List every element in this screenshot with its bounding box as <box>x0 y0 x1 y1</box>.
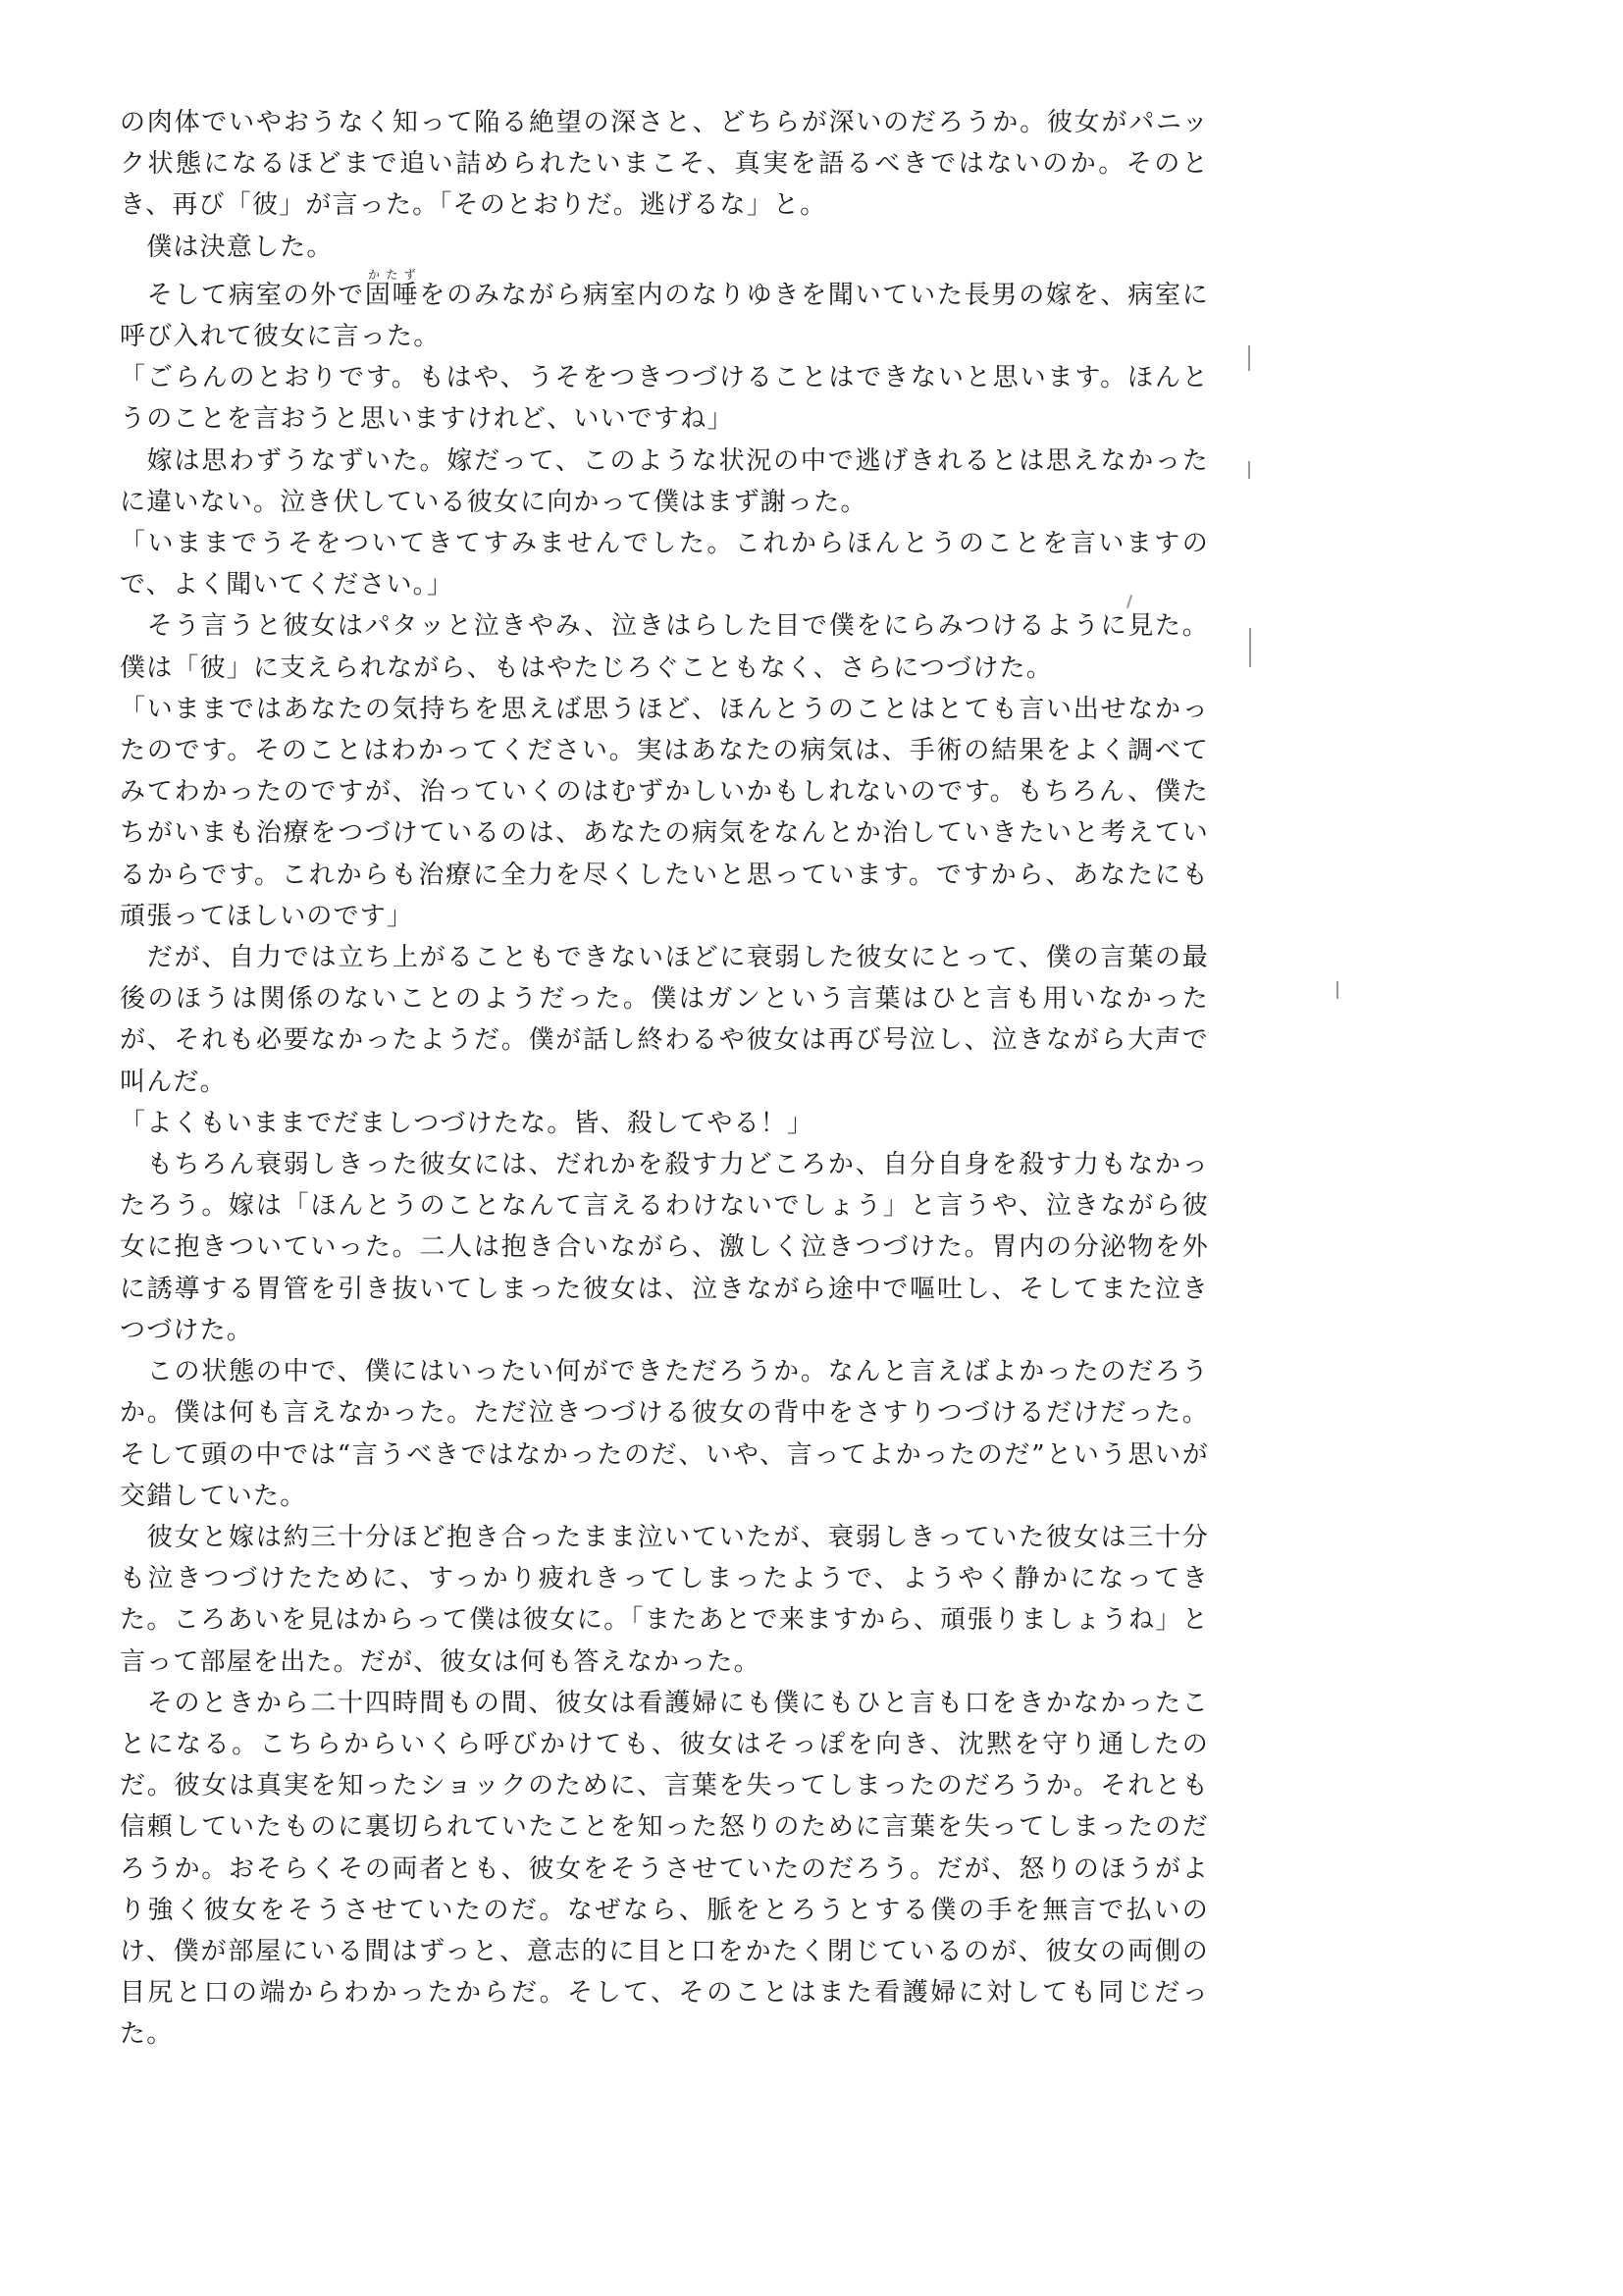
scan-mark-2 <box>1248 461 1250 479</box>
paragraph-3 <box>120 268 1209 357</box>
paragraph-11: もちろん衰弱しきった彼女には、だれかを殺す力どころか、自分自身を殺す力もなかったろう。嫁は「ほんとうのことなんて言えるわけないでしょう」と言うや、泣きながら彼女に抱きついていった。二人は抱き合いながら、激しく泣きつづけた。胃内の分泌物を外に誘導する胃管を引き抜いてしまった彼女は、泣きながら途中で嘔吐し、そしてまた泣きつづけた。 <box>120 1150 1209 1345</box>
paragraph-5: 嫁は思わずうなずいた。嫁だって、このような状況の中で逃げきれるとは思えなかったに違いない。泣き伏している彼女に向かって僕はまず謝った。 <box>120 445 1209 517</box>
paragraph-3-before: そして病室の外で <box>120 280 365 310</box>
paragraph-8: 「いままではあなたの気持ちを思えば思うほど、ほんとうのことはとても言い出せなかったのです。そのことはわかってください。実はあなたの病気は、手術の結果をよく調べてみてわかったのですが、治っていくのはむずかしいかもしれないのです。もちろん、僕たちがいまも治療をつづけているのは、あなたの病気をなんとか治していきたいと考えているからです。これからも治療に全力を尽くしたいと思っています。ですから、あなたにも頑張ってほしいのです」 <box>120 694 1209 931</box>
paragraph-6: 「いままでうそをついてきてすみませんでした。これからほんとうのことを言いますので、よく聞いてください。」 <box>120 529 1209 600</box>
scan-mark-1 <box>1248 345 1250 371</box>
ruby-katazu <box>364 267 420 310</box>
ruby-reading: かたず <box>364 267 419 282</box>
ruby-base: 固唾 <box>364 280 420 310</box>
paragraph-4: 「ごらんのとおりです。もはや、うそをつきつづけることはできないと思います。ほんとうのことを言おうと思いますけれど、いいですね」 <box>120 363 1209 435</box>
paragraph-10: 「よくもいままでだましつづけたな。皆、殺してやる！」 <box>120 1108 814 1138</box>
paragraph-7: そう言うと彼女はパタッと泣きやみ、泣きはらした目で僕をにらみつけるように見た。僕は「彼」に支えられながら、もはやたじろぐこともなく、さらにつづけた。 <box>120 611 1209 683</box>
paragraph-12: この状態の中で、僕にはいったい何ができただろうか。なんと言えばよかったのだろうか。僕は何も言えなかった。ただ泣きつづける彼女の背中をさすりつづけるだけだった。そして頭の中では“言うべきではなかったのだ、いや、言ってよかったのだ”という思いが交錯していた。 <box>120 1357 1209 1511</box>
scan-mark-3 <box>1249 628 1251 667</box>
paragraph-1: の肉体でいやおうなく知って陥る絶望の深さと、どちらが深いのだろうか。彼女がパニック状態になるほどまで追い詰められたいまこそ、真実を語るべきではないのか。そのとき、再び「彼」が言った。「そのとおりだ。逃げるな」と。 <box>120 108 1209 221</box>
paragraph-14: そのときから二十四時間もの間、彼女は看護婦にも僕にもひと言も口をきかなかったことになる。こちらからいくら呼びかけても、彼女はそっぽを向き、沈黙を守り通したのだ。彼女は真実を知ったショックのために、言葉を失ってしまったのだろうか。それとも信頼していたものに裏切られていたことを知った怒りのために言葉を失ってしまったのだろうか。おそらくその両者とも、彼女をそうさせていたのだろう。だが、怒りのほうがより強く彼女をそうさせていたのだ。なぜなら、脈をとろうとする僕の手を無言で払いのけ、僕が部屋にいる間はずっと、意志的に目と口をかたく閉じているのが、彼女の両側の目尻と口の端からわかったからだ。そして、そのことはまた看護婦に対しても同じだった。 <box>120 1688 1209 2050</box>
paragraph-9: だが、自力では立ち上がることもできないほどに衰弱した彼女にとって、僕の言葉の最後のほうは関係のないことのようだった。僕はガンという言葉はひと言も用いなかったが、それも必要なかったようだ。僕が話し終わるや彼女は再び号泣し、泣きながら大声で叫んだ。 <box>120 943 1209 1097</box>
scan-mark-4 <box>1336 981 1338 999</box>
paragraph-2: 僕は決意した。 <box>120 232 334 262</box>
paragraph-3-after: をのみながら病室内のなりゆきを聞いていた長男の嫁を、病室に呼び入れて彼女に言った。 <box>120 280 1209 352</box>
document-page <box>120 102 1209 2056</box>
paragraph-13: 彼女と嫁は約三十分ほど抱き合ったまま泣いていたが、衰弱しきっていた彼女は三十分も泣きつづけたために、すっかり疲れきってしまったようで、ようやく静かになってきた。ころあいを見はからって僕は彼女に。「またあとで来ますから、頑張りましょうね」と言って部屋を出た。だが、彼女は何も答えなかった。 <box>120 1522 1209 1677</box>
